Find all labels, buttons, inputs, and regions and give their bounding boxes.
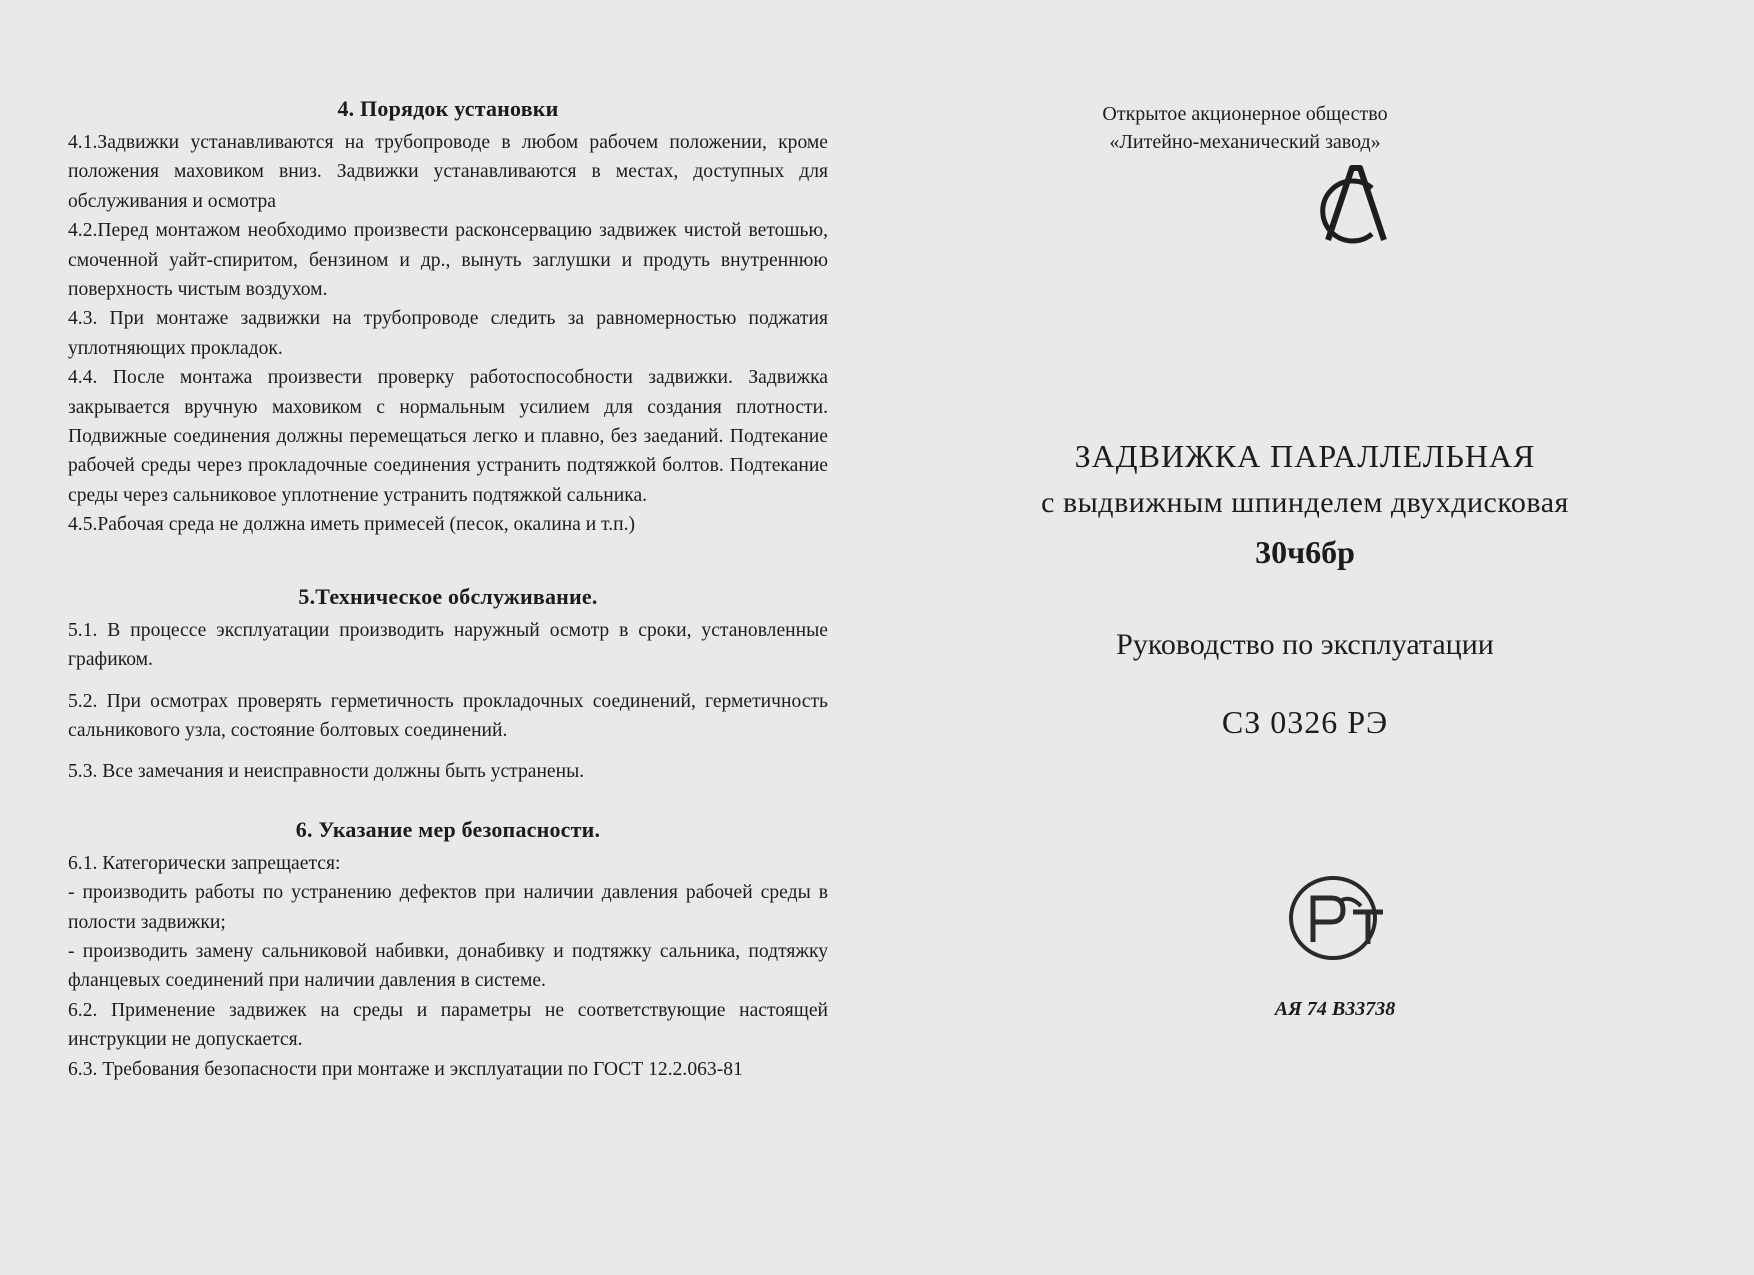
paragraph-4-4: 4.4. После монтажа произвести проверку работоспособности задвижки. Задвижка закрывается вручную маховиком с нормальным усилием для создания плотности. Подвижные соединения должны перемещаться легко и плавно, без заеданий. Подтекание рабочей среды через прокладочные соединения устранить подтяжкой болтов. Подтекание среды через сальниковое уплотнение устранить подтяжкой сальника.	[68, 367, 828, 506]
paragraph-4-5: 4.5.Рабочая среда не должна иметь примесей (песок, окалина и т.п.)	[68, 514, 636, 536]
document-type: Руководство по эксплуатации	[1116, 628, 1494, 661]
section-4-title: 4. Порядок установки	[337, 96, 559, 121]
product-title: ЗАДВИЖКА ПАРАЛЛЕЛЬНАЯ	[1074, 438, 1536, 474]
product-model: 30ч6бр	[1255, 534, 1355, 570]
company-logo-icon	[1310, 160, 1400, 255]
section-6-title: 6. Указание мер безопасности.	[295, 816, 601, 842]
paragraph-6-1: 6.1. Категорически запрещается:	[68, 852, 341, 874]
paragraph-5-3: 5.3. Все замечания и неисправности должны быть устранены.	[68, 761, 585, 783]
paragraph-4-3: 4.3. При монтаже задвижки на трубопроводе следить за равномерностью поджатия уплотняющих прокладок.	[68, 308, 828, 359]
cover-column	[905, 100, 1705, 1020]
section-5-title: 5.Техническое обслуживание.	[298, 583, 598, 609]
paragraph-4-1: 4.1.Задвижки устанавливаются на трубопроводе в любом рабочем положении, кроме положения маховиком вниз. Задвижки устанавливаются в местах, доступных для обслуживания и осмотра	[68, 132, 828, 212]
paragraph-6-1-item-1: - производить работы по устранению дефектов при наличии давления рабочей среды в полости задвижки;	[68, 882, 828, 933]
paragraph-5-2: 5.2. При осмотрах проверять герметичность прокладочных соединений, герметичность сальникового узла, состояние болтовых соединений.	[68, 690, 828, 741]
left-column	[68, 96, 828, 1084]
paragraph-6-1-item-2: - производить замену сальниковой набивки, донабивку и подтяжку сальника, подтяжку фланцевых соединений при наличии давления в системе.	[68, 940, 828, 992]
organization-line-1: Открытое акционерное общество	[1102, 103, 1388, 125]
paragraph-6-2: 6.2. Применение задвижек на среды и параметры не соответствующие настоящей инструкции не допускается.	[68, 999, 828, 1051]
paragraph-4-2: 4.2.Перед монтажом необходимо произвести расконсервацию задвижек чистой ветошью, смоченной уайт-спиритом, бензином и др., вынуть заглушки и продуть внутреннюю поверхность чистым воздухом.	[68, 220, 828, 301]
certificate-number: АЯ 74 В33738	[1274, 998, 1396, 1020]
product-subtitle: с выдвижным шпинделем двухдисковая	[1041, 486, 1569, 519]
organization-name	[965, 100, 1525, 156]
paragraph-5-1: 5.1. В процессе эксплуатации производить наружный осмотр в сроки, установленные графиком.	[68, 619, 828, 671]
rst-certification-mark-icon	[1283, 872, 1393, 964]
organization-line-2: «Литейно-механический завод»	[1109, 131, 1381, 153]
document-code: СЗ 0326 РЭ	[1221, 704, 1389, 740]
paragraph-6-3: 6.3. Требования безопасности при монтаже и эксплуатации по ГОСТ 12.2.063-81	[68, 1058, 743, 1080]
